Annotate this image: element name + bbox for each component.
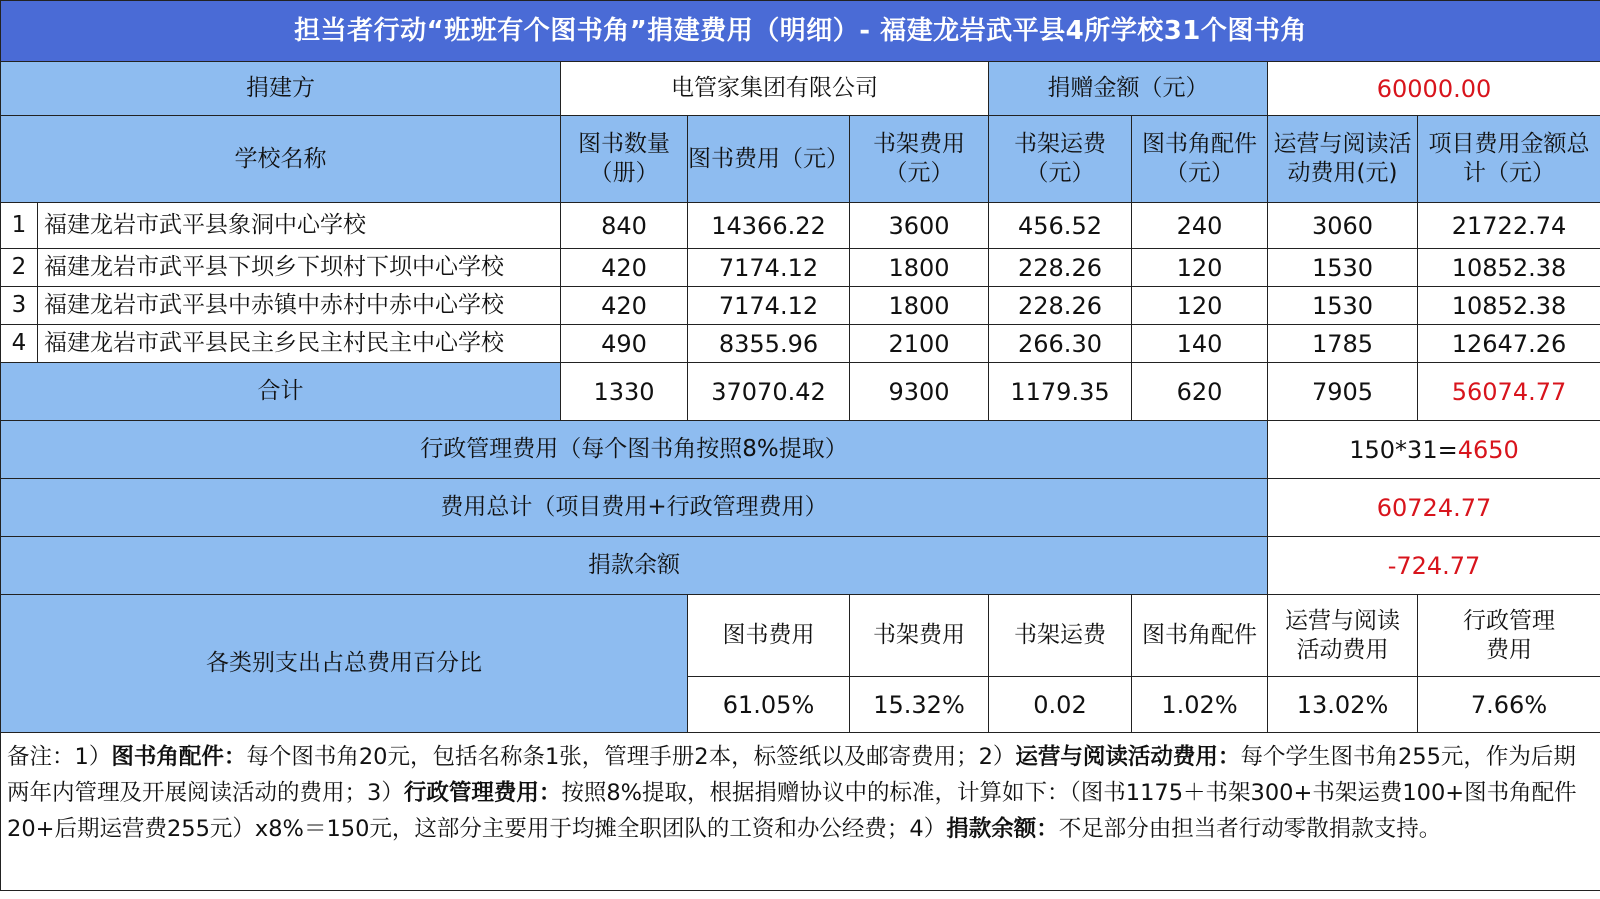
pct-admin: 7.66% [1418,677,1600,733]
pct-operations: 13.02% [1268,677,1418,733]
project-total: 10852.38 [1418,249,1600,287]
pct-header-shelf: 书架费用 [850,595,989,677]
notes [1,733,1600,891]
header-operations: 运营与阅读活动费用(元) [1268,116,1418,203]
title-row [1,1,1600,62]
row-number: 2 [1,249,38,287]
note-text: 不足部分由担当者行动零散捐款支持。 [1058,816,1442,842]
sum-label: 合计 [1,363,561,421]
sum-books-cost: 37070.42 [688,363,850,421]
shelf-freight: 456.52 [989,203,1132,249]
pct-header-operations: 运营与阅读活动费用 [1268,595,1418,677]
grand-total-label: 费用总计（项目费用+行政管理费用） [1,479,1268,537]
project-total: 21722.74 [1418,203,1600,249]
operations-cost: 1785 [1268,325,1418,363]
shelf-freight: 228.26 [989,287,1132,325]
percentage-header-row [1,595,1600,677]
donor-row [1,62,1600,116]
shelf-cost: 3600 [850,203,989,249]
balance-row [1,537,1600,595]
admin-fee-formula: 150*31= [1349,435,1458,464]
admin-row [1,421,1600,479]
column-header-row [1,116,1600,203]
notes-row [1,733,1600,891]
donor-name: 电管家集团有限公司 [561,62,989,116]
pct-header-freight: 书架运费 [989,595,1132,677]
row-number: 3 [1,287,38,325]
note-heading-balance: 捐款余额： [946,816,1059,842]
note-text: 每个图书角20元，包括名称条1张，管理手册2本，标签纸以及邮寄费用；2） [246,744,1016,770]
row-number: 4 [1,325,38,363]
sum-project-total: 56074.77 [1418,363,1600,421]
books-cost: 8355.96 [688,325,850,363]
books-qty: 490 [561,325,688,363]
sum-shelf-cost: 9300 [850,363,989,421]
header-project-total: 项目费用金额总计（元） [1418,116,1600,203]
sum-row [1,363,1600,421]
header-shelf-freight: 书架运费（元） [989,116,1132,203]
note-heading-accessories: 图书角配件： [111,744,247,770]
shelf-cost: 2100 [850,325,989,363]
accessories-cost: 120 [1132,249,1268,287]
books-qty: 420 [561,249,688,287]
shelf-cost: 1800 [850,287,989,325]
project-total: 10852.38 [1418,287,1600,325]
project-total: 12647.26 [1418,325,1600,363]
balance-value: -724.77 [1268,537,1600,595]
shelf-freight: 228.26 [989,249,1132,287]
shelf-cost: 1800 [850,249,989,287]
table-row [1,287,1600,325]
pct-header-admin: 行政管理费用 [1418,595,1600,677]
accessories-cost: 120 [1132,287,1268,325]
pct-header-books: 图书费用 [688,595,850,677]
header-accessories: 图书角配件（元） [1132,116,1268,203]
school-name: 福建龙岩市武平县民主乡民主村民主中心学校 [38,325,561,363]
school-name: 福建龙岩市武平县下坝乡下坝村下坝中心学校 [38,249,561,287]
pct-freight: 0.02 [989,677,1132,733]
note-heading-operations: 运营与阅读活动费用： [1015,744,1241,770]
sum-operations: 7905 [1268,363,1418,421]
table-row [1,325,1600,363]
donor-label: 捐建方 [1,62,561,116]
header-books-cost: 图书费用（元） [688,116,850,203]
sum-accessories: 620 [1132,363,1268,421]
note-heading-admin: 行政管理费用： [403,780,562,806]
books-cost: 14366.22 [688,203,850,249]
admin-fee-label: 行政管理费用（每个图书角按照8%提取） [1,421,1268,479]
header-shelf-cost: 书架费用（元） [850,116,989,203]
pct-shelf: 15.32% [850,677,989,733]
donation-amount-label: 捐赠金额（元） [989,62,1268,116]
operations-cost: 1530 [1268,249,1418,287]
pct-accessories: 1.02% [1132,677,1268,733]
sheet-title: 担当者行动“班班有个图书角”捐建费用（明细）- 福建龙岩武平县4所学校31个图书角 [1,1,1600,62]
note-text: 每个学生图书角255元，作为后期两年内管理及开展阅读活动的费用；3） [7,744,1576,806]
books-qty: 420 [561,287,688,325]
books-cost: 7174.12 [688,249,850,287]
admin-fee-value [1268,421,1600,479]
sum-books-qty: 1330 [561,363,688,421]
balance-label: 捐款余额 [1,537,1268,595]
shelf-freight: 266.30 [989,325,1132,363]
operations-cost: 1530 [1268,287,1418,325]
note-text: 按照8%提取，根据捐赠协议中的标准，计算如下：（图书1175＋书架300+书架运费100+图书角配件20+后期运营费255元）x8%＝150元，这部分主要用于均摊全职团队的工资和办公经费；4） [7,780,1577,842]
books-cost: 7174.12 [688,287,850,325]
table-row [1,203,1600,249]
admin-fee-amount: 4650 [1457,435,1519,464]
percentage-label: 各类别支出占总费用百分比 [1,595,688,733]
pct-books: 61.05% [688,677,850,733]
pct-header-accessories: 图书角配件 [1132,595,1268,677]
grand-total-value: 60724.77 [1268,479,1600,537]
school-name: 福建龙岩市武平县象洞中心学校 [38,203,561,249]
grand-total-row [1,479,1600,537]
accessories-cost: 240 [1132,203,1268,249]
sum-shelf-freight: 1179.35 [989,363,1132,421]
accessories-cost: 140 [1132,325,1268,363]
donation-amount: 60000.00 [1268,62,1600,116]
school-name: 福建龙岩市武平县中赤镇中赤村中赤中心学校 [38,287,561,325]
books-qty: 840 [561,203,688,249]
row-number: 1 [1,203,38,249]
note-text: 备注：1） [7,744,112,770]
header-books-qty: 图书数量（册） [561,116,688,203]
table-row [1,249,1600,287]
operations-cost: 3060 [1268,203,1418,249]
header-school-name: 学校名称 [1,116,561,203]
